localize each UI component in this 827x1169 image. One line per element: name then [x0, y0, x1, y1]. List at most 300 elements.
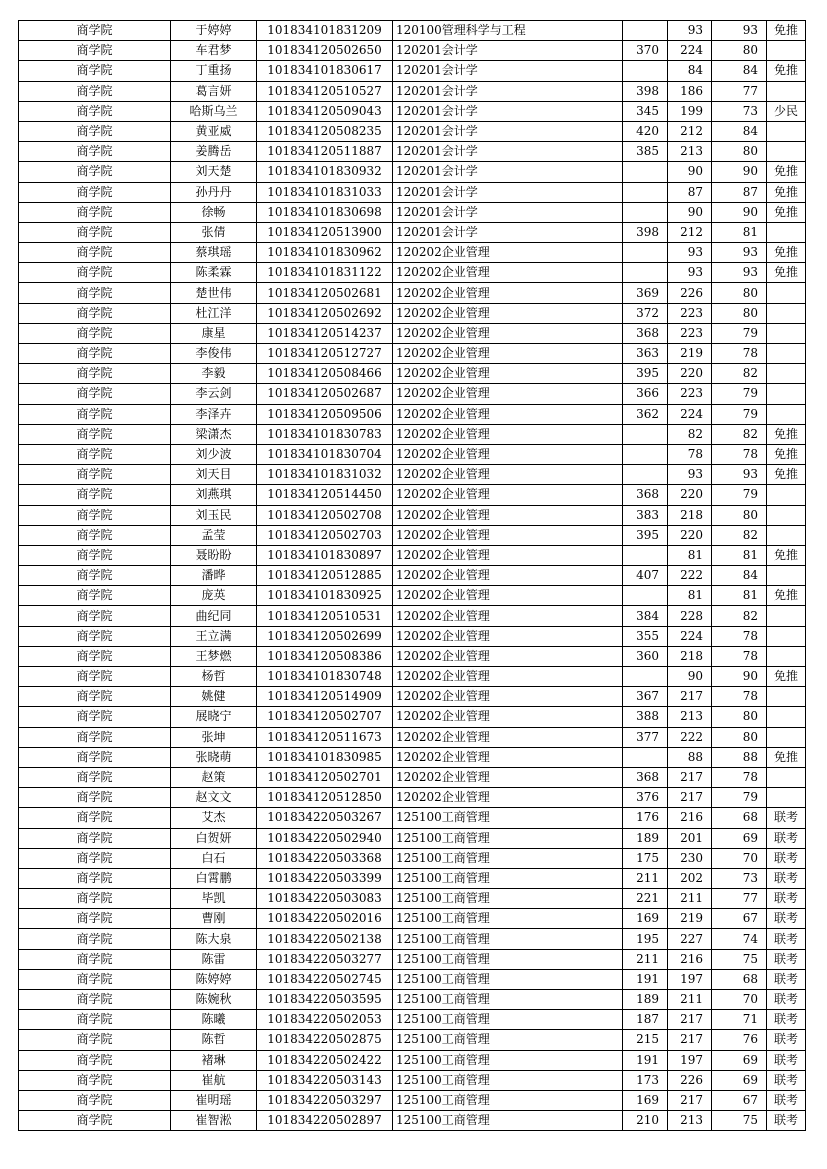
student-name-cell: 崔航: [171, 1070, 257, 1090]
score-cell: 212: [668, 222, 712, 242]
major-cell: 120202企业管理: [393, 646, 623, 666]
score-cell: 217: [668, 767, 712, 787]
score-cell: 220: [668, 485, 712, 505]
total-score-cell: 73: [712, 868, 767, 888]
exam-id-cell: 101834220502940: [257, 828, 393, 848]
major-cell: 120201会计学: [393, 121, 623, 141]
exam-id-cell: 101834220502745: [257, 969, 393, 989]
college-cell: 商学院: [19, 889, 171, 909]
note-cell: 免推: [767, 586, 806, 606]
total-score-cell: 79: [712, 323, 767, 343]
exam-id-cell: 101834101830962: [257, 243, 393, 263]
student-name-cell: 曹刚: [171, 909, 257, 929]
college-cell: 商学院: [19, 929, 171, 949]
total-score-cell: 70: [712, 848, 767, 868]
score-cell: 215: [623, 1030, 668, 1050]
score-cell: 217: [668, 1030, 712, 1050]
college-cell: 商学院: [19, 283, 171, 303]
exam-id-cell: 101834220503297: [257, 1090, 393, 1110]
college-cell: 商学院: [19, 81, 171, 101]
score-cell: 420: [623, 121, 668, 141]
table-row: [19, 868, 806, 888]
student-name-cell: 陈雷: [171, 949, 257, 969]
college-cell: 商学院: [19, 444, 171, 464]
score-cell: 213: [668, 707, 712, 727]
exam-id-cell: 101834120510531: [257, 606, 393, 626]
table-row: [19, 404, 806, 424]
major-cell: 125100工商管理: [393, 969, 623, 989]
note-cell: 联考: [767, 1030, 806, 1050]
table-row: [19, 182, 806, 202]
college-cell: 商学院: [19, 828, 171, 848]
college-cell: 商学院: [19, 949, 171, 969]
score-cell: 388: [623, 707, 668, 727]
total-score-cell: 79: [712, 404, 767, 424]
note-cell: [767, 687, 806, 707]
table-row: [19, 1111, 806, 1131]
major-cell: 120201会计学: [393, 81, 623, 101]
note-cell: [767, 767, 806, 787]
exam-id-cell: 101834120508386: [257, 646, 393, 666]
major-cell: 120202企业管理: [393, 586, 623, 606]
note-cell: 少民: [767, 101, 806, 121]
total-score-cell: 78: [712, 444, 767, 464]
score-cell: 82: [668, 424, 712, 444]
college-cell: 商学院: [19, 263, 171, 283]
student-name-cell: 哈斯乌兰: [171, 101, 257, 121]
note-cell: 联考: [767, 969, 806, 989]
exam-id-cell: 101834220502016: [257, 909, 393, 929]
total-score-cell: 93: [712, 263, 767, 283]
student-name-cell: 姚健: [171, 687, 257, 707]
major-cell: 125100工商管理: [393, 909, 623, 929]
student-name-cell: 刘燕琪: [171, 485, 257, 505]
major-cell: 125100工商管理: [393, 868, 623, 888]
score-cell: 398: [623, 81, 668, 101]
table-row: [19, 969, 806, 989]
exam-id-cell: 101834120509506: [257, 404, 393, 424]
table-row: [19, 566, 806, 586]
score-cell: 169: [623, 1090, 668, 1110]
student-name-cell: 李泽卉: [171, 404, 257, 424]
table-row: [19, 424, 806, 444]
table-row: [19, 101, 806, 121]
major-cell: 125100工商管理: [393, 828, 623, 848]
score-cell: 173: [623, 1070, 668, 1090]
college-cell: 商学院: [19, 21, 171, 41]
student-name-cell: 张晓萌: [171, 747, 257, 767]
total-score-cell: 84: [712, 121, 767, 141]
total-score-cell: 84: [712, 566, 767, 586]
table-row: [19, 222, 806, 242]
note-cell: [767, 525, 806, 545]
major-cell: 120202企业管理: [393, 283, 623, 303]
exam-id-cell: 101834120514909: [257, 687, 393, 707]
score-cell: 201: [668, 828, 712, 848]
total-score-cell: 80: [712, 283, 767, 303]
note-cell: [767, 323, 806, 343]
score-cell: 368: [623, 323, 668, 343]
total-score-cell: 79: [712, 485, 767, 505]
note-cell: 免推: [767, 667, 806, 687]
total-score-cell: 84: [712, 61, 767, 81]
score-cell: 230: [668, 848, 712, 868]
student-name-cell: 黄亚威: [171, 121, 257, 141]
score-cell: 362: [623, 404, 668, 424]
college-cell: 商学院: [19, 606, 171, 626]
student-name-cell: 张坤: [171, 727, 257, 747]
score-cell: 221: [623, 889, 668, 909]
note-cell: 联考: [767, 808, 806, 828]
note-cell: [767, 566, 806, 586]
student-name-cell: 刘天目: [171, 465, 257, 485]
total-score-cell: 78: [712, 626, 767, 646]
exam-id-cell: 101834120514237: [257, 323, 393, 343]
total-score-cell: 77: [712, 81, 767, 101]
major-cell: 120201会计学: [393, 61, 623, 81]
note-cell: [767, 384, 806, 404]
student-name-cell: 曲纪同: [171, 606, 257, 626]
table-row: [19, 586, 806, 606]
score-cell: 186: [668, 81, 712, 101]
exam-id-cell: 101834120508235: [257, 121, 393, 141]
score-cell: 367: [623, 687, 668, 707]
student-name-cell: 白贺妍: [171, 828, 257, 848]
major-cell: 120202企业管理: [393, 505, 623, 525]
score-cell: 377: [623, 727, 668, 747]
college-cell: 商学院: [19, 687, 171, 707]
total-score-cell: 90: [712, 667, 767, 687]
table-row: [19, 626, 806, 646]
student-name-cell: 于婷婷: [171, 21, 257, 41]
exam-id-cell: 101834220502138: [257, 929, 393, 949]
exam-id-cell: 101834220503368: [257, 848, 393, 868]
score-cell: [623, 444, 668, 464]
major-cell: 125100工商管理: [393, 949, 623, 969]
score-cell: 395: [623, 525, 668, 545]
student-name-cell: 崔智淞: [171, 1111, 257, 1131]
note-cell: 联考: [767, 848, 806, 868]
table-row: [19, 667, 806, 687]
note-cell: 联考: [767, 929, 806, 949]
major-cell: 120202企业管理: [393, 465, 623, 485]
score-cell: [623, 243, 668, 263]
total-score-cell: 82: [712, 424, 767, 444]
score-cell: [623, 747, 668, 767]
total-score-cell: 69: [712, 1070, 767, 1090]
score-cell: 217: [668, 687, 712, 707]
student-name-cell: 徐畅: [171, 202, 257, 222]
table-row: [19, 384, 806, 404]
major-cell: 120202企业管理: [393, 606, 623, 626]
college-cell: 商学院: [19, 485, 171, 505]
exam-id-cell: 101834120502701: [257, 767, 393, 787]
total-score-cell: 81: [712, 222, 767, 242]
exam-id-cell: 101834120502687: [257, 384, 393, 404]
total-score-cell: 90: [712, 162, 767, 182]
note-cell: [767, 41, 806, 61]
total-score-cell: 90: [712, 202, 767, 222]
score-cell: 220: [668, 364, 712, 384]
score-cell: 345: [623, 101, 668, 121]
exam-id-cell: 101834120514450: [257, 485, 393, 505]
note-cell: [767, 707, 806, 727]
table-row: [19, 606, 806, 626]
score-cell: 398: [623, 222, 668, 242]
score-cell: 93: [668, 465, 712, 485]
major-cell: 120100管理科学与工程: [393, 21, 623, 41]
college-cell: 商学院: [19, 61, 171, 81]
total-score-cell: 70: [712, 990, 767, 1010]
exam-id-cell: 101834101831209: [257, 21, 393, 41]
table-row: [19, 162, 806, 182]
note-cell: [767, 727, 806, 747]
note-cell: 联考: [767, 1090, 806, 1110]
score-cell: 368: [623, 485, 668, 505]
major-cell: 125100工商管理: [393, 1090, 623, 1110]
exam-id-cell: 101834120502681: [257, 283, 393, 303]
exam-id-cell: 101834220503083: [257, 889, 393, 909]
score-cell: 197: [668, 1050, 712, 1070]
score-cell: 223: [668, 384, 712, 404]
student-name-cell: 王立满: [171, 626, 257, 646]
table-row: [19, 142, 806, 162]
total-score-cell: 78: [712, 344, 767, 364]
score-cell: 187: [623, 1010, 668, 1030]
table-row: [19, 121, 806, 141]
note-cell: 免推: [767, 243, 806, 263]
college-cell: 商学院: [19, 707, 171, 727]
exam-id-cell: 101834101830932: [257, 162, 393, 182]
college-cell: 商学院: [19, 626, 171, 646]
total-score-cell: 93: [712, 21, 767, 41]
score-cell: 219: [668, 344, 712, 364]
college-cell: 商学院: [19, 545, 171, 565]
note-cell: 免推: [767, 162, 806, 182]
major-cell: 120202企业管理: [393, 687, 623, 707]
table-row: [19, 707, 806, 727]
table-row: [19, 364, 806, 384]
total-score-cell: 74: [712, 929, 767, 949]
exam-id-cell: 101834220502875: [257, 1030, 393, 1050]
note-cell: 免推: [767, 61, 806, 81]
score-cell: 197: [668, 969, 712, 989]
college-cell: 商学院: [19, 505, 171, 525]
student-name-cell: 刘少波: [171, 444, 257, 464]
total-score-cell: 81: [712, 586, 767, 606]
table-row: [19, 848, 806, 868]
major-cell: 125100工商管理: [393, 990, 623, 1010]
score-cell: [623, 21, 668, 41]
exam-id-cell: 101834101830985: [257, 747, 393, 767]
table-row: [19, 767, 806, 787]
score-cell: 90: [668, 667, 712, 687]
score-cell: [623, 667, 668, 687]
note-cell: 免推: [767, 465, 806, 485]
total-score-cell: 69: [712, 828, 767, 848]
major-cell: 120202企业管理: [393, 545, 623, 565]
table-row: [19, 1090, 806, 1110]
note-cell: [767, 81, 806, 101]
student-name-cell: 毕凯: [171, 889, 257, 909]
score-cell: 218: [668, 505, 712, 525]
major-cell: 120202企业管理: [393, 707, 623, 727]
total-score-cell: 75: [712, 1111, 767, 1131]
score-cell: 84: [668, 61, 712, 81]
table-row: [19, 505, 806, 525]
total-score-cell: 78: [712, 767, 767, 787]
student-name-cell: 展晓宁: [171, 707, 257, 727]
table-row: [19, 808, 806, 828]
score-cell: 87: [668, 182, 712, 202]
student-name-cell: 王梦燃: [171, 646, 257, 666]
major-cell: 120202企业管理: [393, 344, 623, 364]
exam-id-cell: 101834101830897: [257, 545, 393, 565]
college-cell: 商学院: [19, 202, 171, 222]
exam-id-cell: 101834120511673: [257, 727, 393, 747]
major-cell: 120202企业管理: [393, 263, 623, 283]
table-row: [19, 646, 806, 666]
score-cell: 191: [623, 1050, 668, 1070]
college-cell: 商学院: [19, 182, 171, 202]
score-cell: 211: [668, 889, 712, 909]
table-row: [19, 41, 806, 61]
major-cell: 125100工商管理: [393, 848, 623, 868]
student-name-cell: 楚世伟: [171, 283, 257, 303]
total-score-cell: 80: [712, 41, 767, 61]
exam-id-cell: 101834120502708: [257, 505, 393, 525]
total-score-cell: 69: [712, 1050, 767, 1070]
exam-id-cell: 101834220503267: [257, 808, 393, 828]
college-cell: 商学院: [19, 586, 171, 606]
college-cell: 商学院: [19, 1090, 171, 1110]
table-body: [19, 21, 806, 1131]
student-name-cell: 崔明瑶: [171, 1090, 257, 1110]
total-score-cell: 71: [712, 1010, 767, 1030]
total-score-cell: 80: [712, 727, 767, 747]
score-cell: 223: [668, 323, 712, 343]
score-cell: 385: [623, 142, 668, 162]
note-cell: [767, 646, 806, 666]
score-cell: 217: [668, 1090, 712, 1110]
score-cell: 228: [668, 606, 712, 626]
student-name-cell: 葛言妍: [171, 81, 257, 101]
total-score-cell: 78: [712, 646, 767, 666]
student-name-cell: 褚琳: [171, 1050, 257, 1070]
note-cell: 联考: [767, 1050, 806, 1070]
college-cell: 商学院: [19, 525, 171, 545]
table-row: [19, 727, 806, 747]
major-cell: 120202企业管理: [393, 525, 623, 545]
college-cell: 商学院: [19, 667, 171, 687]
exam-id-cell: 101834101830698: [257, 202, 393, 222]
score-cell: 407: [623, 566, 668, 586]
major-cell: 120201会计学: [393, 162, 623, 182]
major-cell: 120201会计学: [393, 101, 623, 121]
score-cell: [623, 586, 668, 606]
score-cell: 360: [623, 646, 668, 666]
major-cell: 120202企业管理: [393, 424, 623, 444]
score-cell: 226: [668, 283, 712, 303]
score-cell: 224: [668, 41, 712, 61]
score-cell: 222: [668, 566, 712, 586]
score-cell: 211: [623, 949, 668, 969]
student-name-cell: 白石: [171, 848, 257, 868]
total-score-cell: 77: [712, 889, 767, 909]
note-cell: [767, 222, 806, 242]
exam-id-cell: 101834101830748: [257, 667, 393, 687]
college-cell: 商学院: [19, 848, 171, 868]
table-row: [19, 485, 806, 505]
table-row: [19, 344, 806, 364]
exam-id-cell: 101834120509043: [257, 101, 393, 121]
score-cell: 218: [668, 646, 712, 666]
note-cell: 联考: [767, 990, 806, 1010]
major-cell: 120202企业管理: [393, 747, 623, 767]
student-name-cell: 庞英: [171, 586, 257, 606]
score-cell: 90: [668, 202, 712, 222]
table-row: [19, 1070, 806, 1090]
table-row: [19, 990, 806, 1010]
student-name-cell: 聂盼盼: [171, 545, 257, 565]
score-cell: 176: [623, 808, 668, 828]
major-cell: 125100工商管理: [393, 1111, 623, 1131]
score-cell: 88: [668, 747, 712, 767]
score-cell: 383: [623, 505, 668, 525]
note-cell: 联考: [767, 949, 806, 969]
major-cell: 125100工商管理: [393, 929, 623, 949]
score-cell: 195: [623, 929, 668, 949]
total-score-cell: 82: [712, 525, 767, 545]
score-cell: [623, 545, 668, 565]
student-name-cell: 陈婷婷: [171, 969, 257, 989]
note-cell: [767, 404, 806, 424]
table-row: [19, 61, 806, 81]
exam-id-cell: 101834120502703: [257, 525, 393, 545]
major-cell: 120202企业管理: [393, 566, 623, 586]
student-name-cell: 李毅: [171, 364, 257, 384]
college-cell: 商学院: [19, 1111, 171, 1131]
major-cell: 120202企业管理: [393, 767, 623, 787]
note-cell: 免推: [767, 444, 806, 464]
major-cell: 125100工商管理: [393, 889, 623, 909]
student-name-cell: 杨哲: [171, 667, 257, 687]
note-cell: [767, 485, 806, 505]
exam-id-cell: 101834220503399: [257, 868, 393, 888]
college-cell: 商学院: [19, 788, 171, 808]
score-cell: 169: [623, 909, 668, 929]
major-cell: 120202企业管理: [393, 384, 623, 404]
major-cell: 125100工商管理: [393, 808, 623, 828]
score-cell: 81: [668, 586, 712, 606]
table-row: [19, 747, 806, 767]
score-cell: [623, 424, 668, 444]
college-cell: 商学院: [19, 808, 171, 828]
note-cell: [767, 344, 806, 364]
score-cell: 93: [668, 263, 712, 283]
college-cell: 商学院: [19, 727, 171, 747]
student-name-cell: 陈婉秋: [171, 990, 257, 1010]
college-cell: 商学院: [19, 344, 171, 364]
table-row: [19, 1050, 806, 1070]
table-row: [19, 545, 806, 565]
score-cell: 90: [668, 162, 712, 182]
college-cell: 商学院: [19, 1050, 171, 1070]
major-cell: 125100工商管理: [393, 1010, 623, 1030]
college-cell: 商学院: [19, 909, 171, 929]
student-name-cell: 赵文文: [171, 788, 257, 808]
total-score-cell: 68: [712, 808, 767, 828]
